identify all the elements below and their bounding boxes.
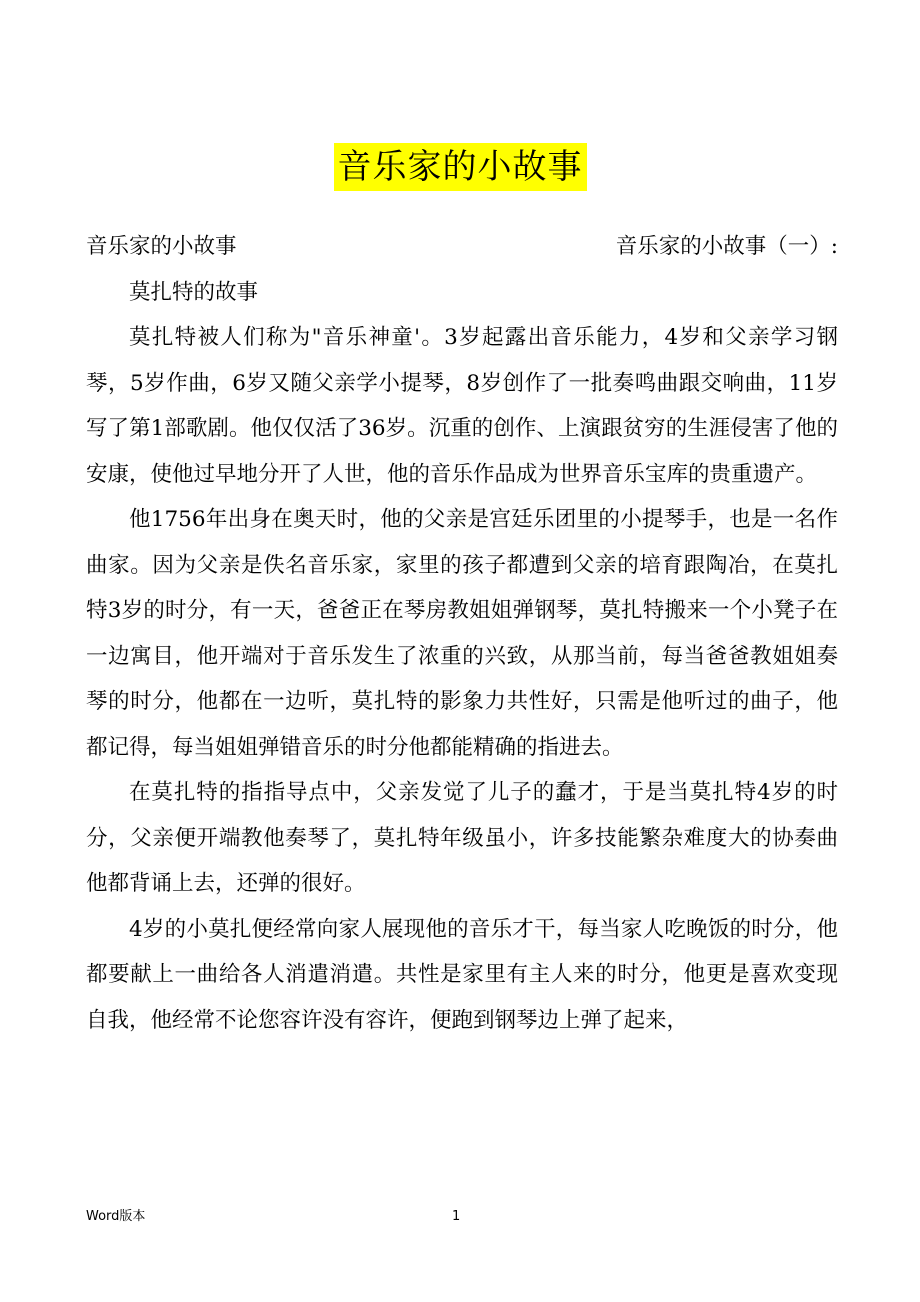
- paragraph: 4岁的小莫扎便经常向家人展现他的音乐才干，每当家人吃晚饭的时分，他都要献上一曲给各人消遣消遣。共性是家里有主人来的时分，他更是喜欢变现自我，他经常不论您容许没有容许，便跑到钢琴边上弹了起来，: [86, 916, 838, 1033]
- title-container: [0, 143, 920, 191]
- paragraph: 他1756年出身在奥天时，他的父亲是宫廷乐团里的小提琴手，也是一名作曲家。因为父亲是佚名音乐家，家里的孩子都遭到父亲的培育跟陶冶，在莫扎特3岁的时分，有一天，爸爸正在琴房教姐姐弹钢琴，莫扎特搬来一个小凳子在一边寓目，他开端对于音乐发生了浓重的兴致，从那当前，每当爸爸教姐姐奏琴的时分，他都在一边听，莫扎特的影象力共性好，只需是他听过的曲子，他都记得，每当姐姐弹错音乐的时分他都能精确的指进去。: [86, 507, 838, 760]
- header-row: [86, 224, 838, 270]
- document-body: [86, 224, 838, 1043]
- paragraph: 在莫扎特的指指导点中，父亲发觉了儿子的蠢才，于是当莫扎特4岁的时分，父亲便开端教他奏琴了，莫扎特年级虽小，许多技能繁杂难度大的协奏曲他都背诵上去，还弹的很好。: [86, 780, 838, 896]
- section-heading: 莫扎特的故事: [129, 279, 259, 305]
- footer-label: Word版本: [86, 1209, 146, 1224]
- header-right-text: 音乐家的小故事（一）:: [615, 234, 838, 259]
- document-title: 音乐家的小故事: [334, 143, 587, 191]
- page-number: 1: [452, 1209, 461, 1224]
- header-left-text: 音乐家的小故事: [86, 234, 237, 259]
- paragraph: 莫扎特被人们称为"音乐神童'。3岁起露出音乐能力，4岁和父亲学习钢琴，5岁作曲，6岁又随父亲学小提琴，8岁创作了一批奏鸣曲跟交响曲，11岁写了第1部歌剧。他仅仅活了36岁。沉重的创作、上演跟贫穷的生涯侵害了他的安康，使他过早地分开了人世，他的音乐作品成为世界音乐宝库的贵重遗产。: [86, 325, 838, 487]
